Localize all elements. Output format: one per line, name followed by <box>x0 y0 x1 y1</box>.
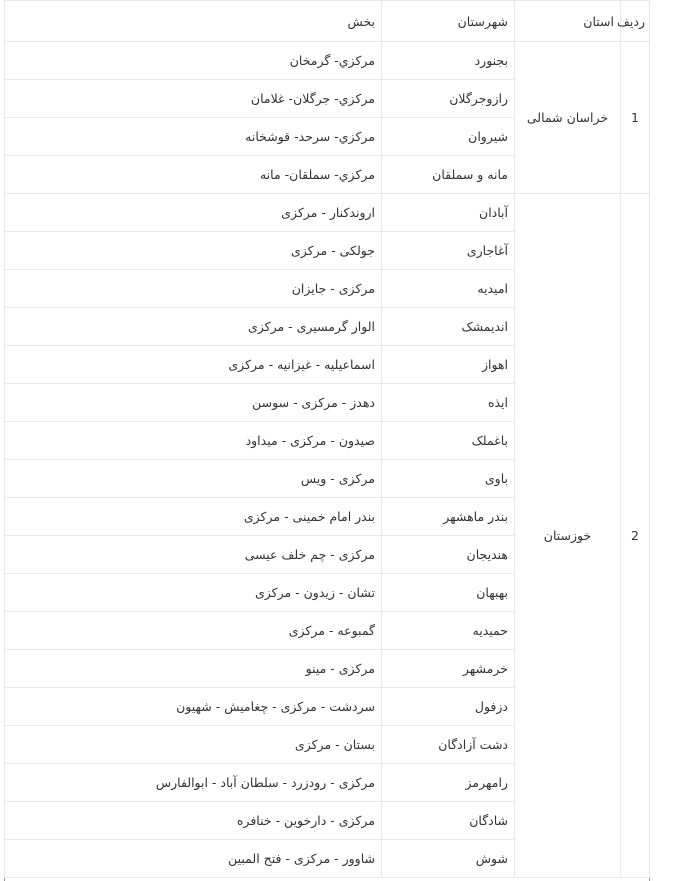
bakhsh-cell: مرکزی - چم خلف عیسی <box>5 536 382 574</box>
bakhsh-cell: مرکزی - دارخوین - خنافره <box>5 802 382 840</box>
table-body <box>5 1 650 878</box>
header-shahrestan: شهرستان <box>382 1 515 42</box>
shahrestan-cell: دزفول <box>382 688 515 726</box>
bakhsh-cell: تشان - زیدون - مرکزی <box>5 574 382 612</box>
shahrestan-cell: مانه و سملقان <box>382 156 515 194</box>
shahrestan-cell: شادگان <box>382 802 515 840</box>
shahrestan-cell: بندر ماهشهر <box>382 498 515 536</box>
shahrestan-cell: خرمشهر <box>382 650 515 688</box>
bakhsh-cell: گمبوعه - مرکزی <box>5 612 382 650</box>
shahrestan-cell: آغاجاری <box>382 232 515 270</box>
header-row <box>5 1 650 42</box>
shahrestan-cell: هندیجان <box>382 536 515 574</box>
header-bakhsh: بخش <box>5 1 382 42</box>
shahrestan-cell: دشت آزادگان <box>382 726 515 764</box>
bakhsh-cell: سردشت - مرکزی - چغامیش - شهیون <box>5 688 382 726</box>
table-row <box>5 194 650 232</box>
bakhsh-cell: مرکزي- جرگلان- غلامان <box>5 80 382 118</box>
radif-cell: 1 <box>621 42 650 194</box>
bakhsh-cell: مرکزی - مینو <box>5 650 382 688</box>
bakhsh-cell: مرکزی - جایزان <box>5 270 382 308</box>
shahrestan-cell: رامهرمز <box>382 764 515 802</box>
shahrestan-cell: ایذه <box>382 384 515 422</box>
header-radif: ردیف <box>621 1 650 42</box>
shahrestan-cell: آبادان <box>382 194 515 232</box>
bakhsh-cell: بستان - مرکزی <box>5 726 382 764</box>
bakhsh-cell: مرکزي- گرمخان <box>5 42 382 80</box>
bakhsh-cell: جولکی - مرکزی <box>5 232 382 270</box>
shahrestan-cell: شيروان <box>382 118 515 156</box>
radif-cell: 2 <box>621 194 650 878</box>
shahrestan-cell: امیدیه <box>382 270 515 308</box>
bakhsh-cell: مرکزی - ویس <box>5 460 382 498</box>
shahrestan-cell: باغملک <box>382 422 515 460</box>
bakhsh-cell: بندر امام خمینی - مرکزی <box>5 498 382 536</box>
ostan-cell: خوزستان <box>515 194 621 878</box>
bakhsh-cell: مرکزي- سملقان- مانه <box>5 156 382 194</box>
shahrestan-cell: رازوجرگلان <box>382 80 515 118</box>
bakhsh-cell: صیدون - مرکزی - میداود <box>5 422 382 460</box>
shahrestan-cell: اندیمشک <box>382 308 515 346</box>
shahrestan-cell: بجنورد <box>382 42 515 80</box>
bakhsh-cell: اروندکنار - مرکزی <box>5 194 382 232</box>
bakhsh-cell: دهدز - مرکزی - سوسن <box>5 384 382 422</box>
table-row <box>5 42 650 80</box>
bakhsh-cell: الوار گرمسیری - مرکزی <box>5 308 382 346</box>
bakhsh-cell: شاوور - مرکزی - فتح المبین <box>5 840 382 878</box>
shahrestan-cell: باوی <box>382 460 515 498</box>
ostan-cell: خراسان شمالی <box>515 42 621 194</box>
bakhsh-cell: مرکزی - رودزرد - سلطان آباد - ابوالفارس <box>5 764 382 802</box>
bakhsh-cell: مرکزي- سرحد- قوشخانه <box>5 118 382 156</box>
shahrestan-cell: شوش <box>382 840 515 878</box>
shahrestan-cell: بهبهان <box>382 574 515 612</box>
header-ostan: استان <box>515 1 621 42</box>
shahrestan-cell: اهواز <box>382 346 515 384</box>
divisions-table <box>4 0 650 878</box>
bakhsh-cell: اسماعیلیه - غیزانیه - مرکزی <box>5 346 382 384</box>
shahrestan-cell: حمیدیه <box>382 612 515 650</box>
